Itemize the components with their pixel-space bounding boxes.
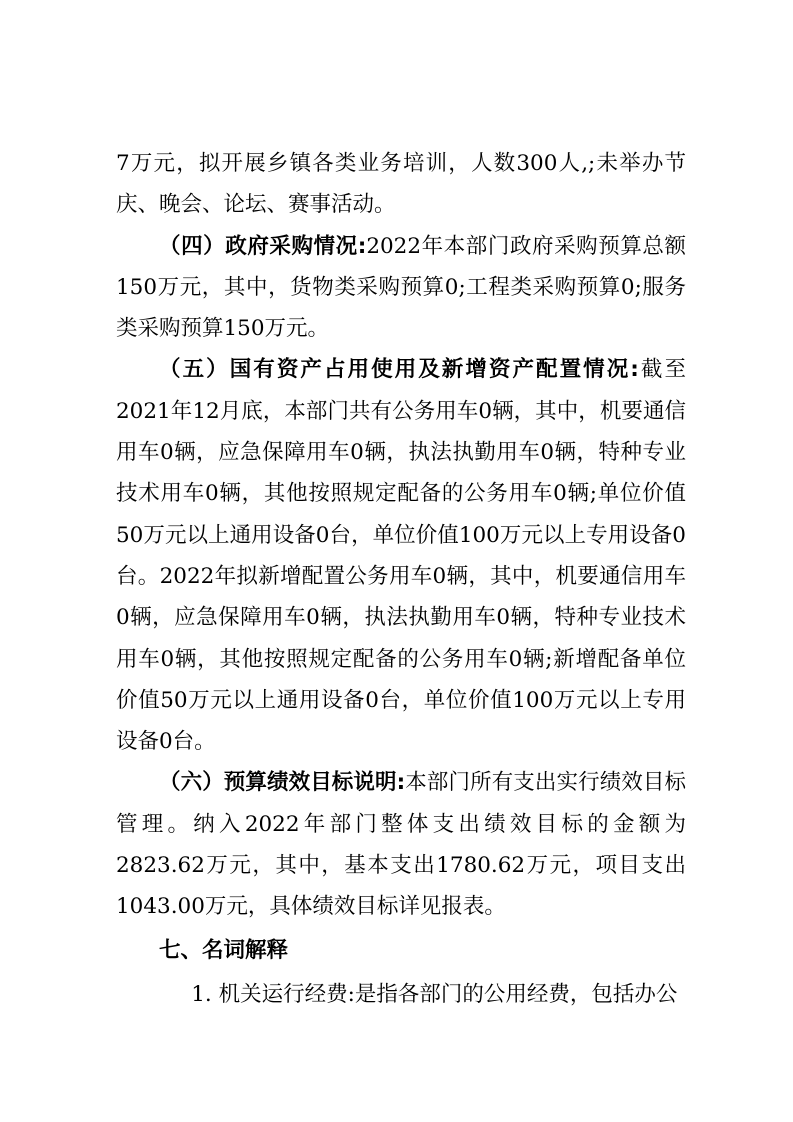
paragraph-performance <box>116 762 686 927</box>
performance-heading: （六）预算绩效目标说明: <box>159 770 406 796</box>
document-body <box>116 143 686 1015</box>
assets-heading: （五）国有资产占用使用及新增资产配置情况: <box>159 357 639 383</box>
section-title-glossary: 七、名词解释 <box>159 937 289 963</box>
procurement-body: 2022年本部门政府采购预算总额150万元，其中，货物类采购预算0;工程类采购预算0;服务类采购预算150万元。 <box>116 233 687 342</box>
paragraph-training: 7万元，拟开展乡镇各类业务培训，人数300人,;未举办节庆、晚会、论坛、赛事活动。 <box>116 151 686 218</box>
performance-body: 本部门所有支出实行绩效目标管理。纳入2022年部门整体支出绩效目标的金额为2823.62万元，其中，基本支出1780.62万元，项目支出1043.00万元，具体绩效目标详见报表。 <box>116 770 686 920</box>
procurement-heading: （四）政府采购情况: <box>159 233 367 259</box>
assets-body: 截至2021年12月底，本部门共有公务用车0辆，其中，机要通信用车0辆，应急保障用车0辆，执法执勤用车0辆，特种专业技术用车0辆，其他按照规定配备的公务用车0辆;单位价值50万元以上通用设备0台，单位价值100万元以上专用设备0台。2022年拟新增配置公务用车0辆，其中，机要通信用车0辆，应急保障用车0辆，执法执勤用车0辆，特种专业技术用车0辆，其他按照规定配备的公务用车0辆;新增配备单位价值50万元以上通用设备0台，单位价值100万元以上专用设备0台。 <box>116 357 686 755</box>
glossary-item-1: 1. 机关运行经费:是指各部门的公用经费，包括办公 <box>191 981 678 1007</box>
paragraph-assets <box>116 349 686 762</box>
paragraph-procurement <box>116 226 686 350</box>
